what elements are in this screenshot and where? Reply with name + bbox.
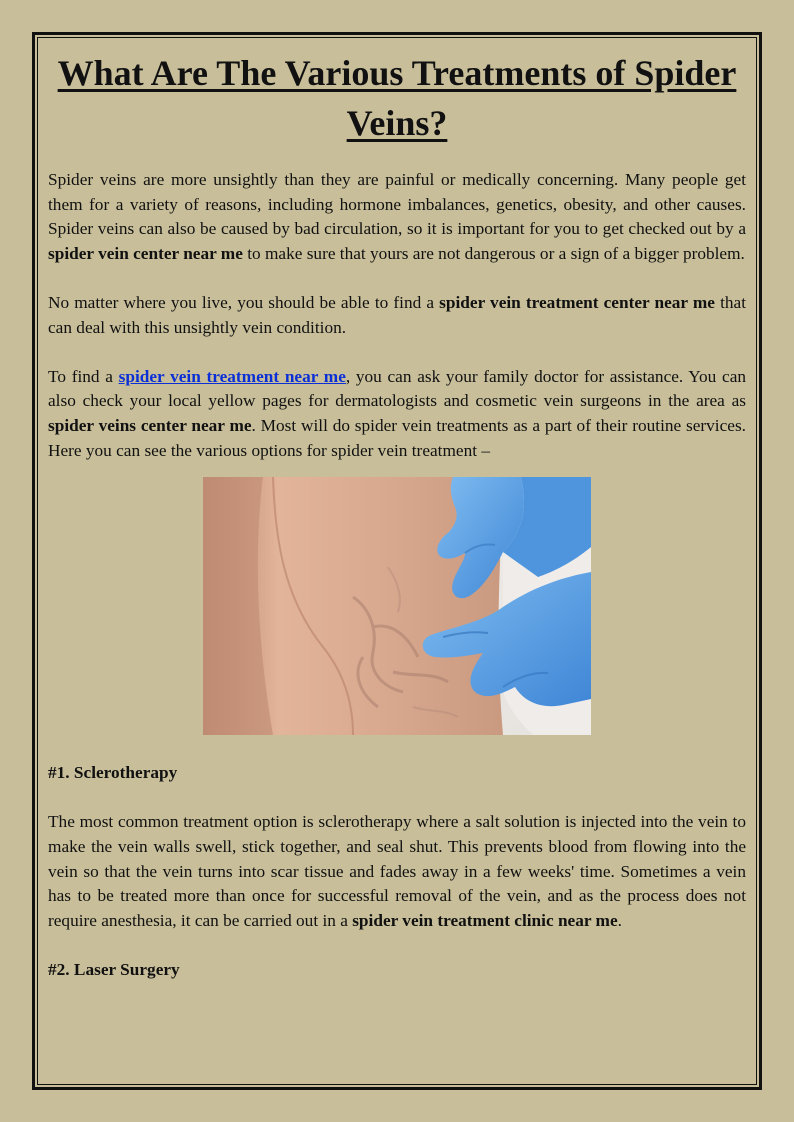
bold-keyword: spider vein treatment clinic near me xyxy=(352,910,618,930)
document-body xyxy=(48,48,746,982)
bold-keyword: spider veins center near me xyxy=(48,415,252,435)
sclerotherapy-paragraph xyxy=(48,810,746,933)
intro-paragraph xyxy=(48,168,746,266)
page-title: What Are The Various Treatments of Spider Veins? xyxy=(57,53,737,143)
text-span: to make sure that yours are not dangerous or a sign of a bigger problem. xyxy=(242,243,745,263)
text-span: To find a xyxy=(48,366,119,386)
text-span: that can deal with this unsightly vein condition. xyxy=(48,292,747,337)
location-paragraph xyxy=(48,291,746,340)
text-span: . xyxy=(617,910,622,930)
section-heading-laser-surgery: #2. Laser Surgery xyxy=(48,959,180,979)
section-heading-sclerotherapy: #1. Sclerotherapy xyxy=(48,763,178,783)
text-span: No matter where you live, you should be able to find a xyxy=(48,292,440,312)
text-span: , you can ask your family doctor for assistance. You can also check your local yellow pages for dermatologists and cosmetic vein surgeons in the area as xyxy=(48,366,746,411)
photo-container xyxy=(48,477,746,735)
find-paragraph xyxy=(48,365,746,463)
leg-with-gloved-hands-photo xyxy=(203,477,591,735)
bold-keyword: spider vein treatment center near me xyxy=(439,292,715,312)
treatment-link[interactable]: spider vein treatment near me xyxy=(118,366,346,386)
text-span: . Most will do spider vein treatments as a part of their routine services. Here you can see the various options for spider vein treatment – xyxy=(48,415,746,460)
text-span: Spider veins are more unsightly than they are painful or medically concerning. Many people get them for a variety of reasons, including hormone imbalances, genetics, obesity, and other causes. Spider veins can also be caused by bad circulation, so it is important for you to get checked out by a xyxy=(48,170,746,239)
text-span: The most common treatment option is sclerotherapy where a salt solution is injected into the vein to make the vein walls swell, stick together, and seal shut. This prevents blood from flowing into the vein so that the vein turns into scar tissue and fades away in a few weeks' time. Sometimes a vein has to be treated more than once for successful removal of the vein, and as the process does not require anesthesia, it can be carried out in a xyxy=(48,812,746,930)
bold-keyword: spider vein center near me xyxy=(48,243,243,263)
